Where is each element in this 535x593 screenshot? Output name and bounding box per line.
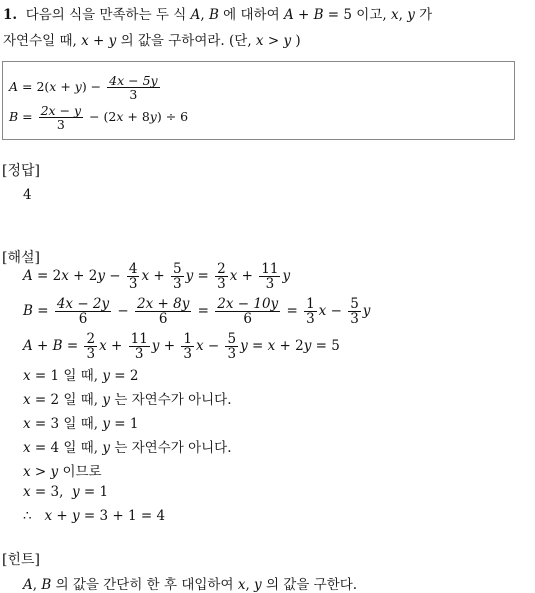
given-A: A = 2(x + y) − $\frac{4x - 5y}{3}$ bbox=[9, 72, 158, 102]
solution-result: ∴ x + y = 3 + 1 = 4 bbox=[23, 508, 166, 524]
solution-A-simplify: A = 2x + 2y − $\frac{4}{3}$ x + $\frac{5}{3}$ y = $\frac{2}{3}$ x + $\frac{11}{3}$ y bbox=[23, 261, 291, 293]
answer-label: [정답] bbox=[2, 163, 40, 179]
hint-text: A, B 의 값을 간단히 한 후 대입하여 x, y 의 값을 구한다. bbox=[23, 577, 358, 593]
answer-value: 4 bbox=[23, 187, 32, 203]
problem-line2-a: 자연수일 때, bbox=[3, 33, 77, 49]
solution-case-x1: x = 1 일 때, y = 2 bbox=[23, 368, 139, 384]
solution-B-simplify: B = $\frac{4x - 2y}{6}$ − $\frac{2x + 8y}{6}$ = $\frac{2x - 10y}{6}$ = $\frac{1}{3}$ x − $\frac{5}{3}$ y bbox=[23, 296, 371, 328]
hint-label: [힌트] bbox=[2, 552, 40, 568]
given-B-fraction: $\frac{2x - y}{3}$ bbox=[40, 102, 82, 132]
given-B: B = $\frac{2x - y}{3}$ − (2x + 8y) ÷ 6 bbox=[9, 102, 189, 132]
given-expressions-box bbox=[2, 61, 515, 140]
solution-case-x3: x = 3 일 때, y = 1 bbox=[23, 416, 139, 432]
problem-line-1: 1. 다음의 식을 만족하는 두 식 A, B 에 대하여 A + B = 5 이고, x, y 가 bbox=[3, 7, 433, 23]
solution-case-x2: x = 2 일 때, y 는 자연수가 아니다. bbox=[23, 392, 232, 408]
problem-line-2: 자연수일 때, x + y 의 값을 구하여라. (단, x > y ) bbox=[3, 33, 301, 49]
problem-number: 1. bbox=[3, 7, 18, 23]
problem-cond-3: 가 bbox=[419, 7, 433, 23]
problem-cond-2: 이고, bbox=[356, 7, 387, 23]
solution-label: [해설] bbox=[2, 250, 40, 266]
problem-cond-1: 에 대하여 bbox=[223, 7, 280, 23]
given-A-fraction: $\frac{4x - 5y}{3}$ bbox=[109, 72, 158, 102]
problem-line2-b: 의 값을 구하여라. (단, bbox=[120, 33, 252, 49]
solution-case-x4: x = 4 일 때, y 는 자연수가 아니다. bbox=[23, 440, 232, 456]
solution-values: x = 3, y = 1 bbox=[23, 484, 109, 500]
problem-intro: 다음의 식을 만족하는 두 식 bbox=[25, 7, 187, 23]
problem-statement bbox=[3, 2, 533, 54]
solution-A-plus-B: A + B = $\frac{2}{3}$ x + $\frac{11}{3}$ y + $\frac{1}{3}$ x − $\frac{5}{3}$ y = x + 2y = 5 bbox=[23, 331, 340, 363]
problem-line2-c: ) bbox=[295, 33, 301, 49]
solution-x-gt-y: x > y 이므로 bbox=[23, 464, 102, 480]
